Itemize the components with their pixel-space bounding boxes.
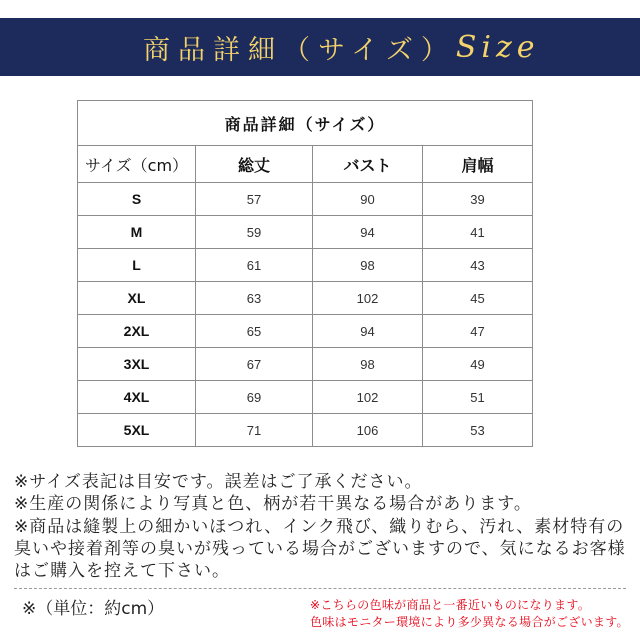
length-value: 63 <box>196 282 313 315</box>
note-line: はご購入を控えて下さい。 <box>14 561 230 582</box>
length-value: 65 <box>196 315 313 348</box>
table-row <box>78 282 533 315</box>
bust-value: 106 <box>313 414 423 447</box>
size-label: 5XL <box>78 414 196 447</box>
shoulder-value: 41 <box>423 216 533 249</box>
table-header-row <box>78 146 533 183</box>
length-value: 61 <box>196 249 313 282</box>
shoulder-value: 53 <box>423 414 533 447</box>
color-note-line: 色味はモニター環境により多少異なる場合がございます。 <box>310 615 629 629</box>
header-size: サイズ（cm） <box>78 146 196 183</box>
table-row <box>78 381 533 414</box>
length-value: 57 <box>196 183 313 216</box>
banner-title: 商品詳細（サイズ） <box>143 34 456 66</box>
banner-heading <box>143 18 540 76</box>
shoulder-value: 39 <box>423 183 533 216</box>
table-row <box>78 315 533 348</box>
size-label: 4XL <box>78 381 196 414</box>
bust-value: 94 <box>313 315 423 348</box>
color-note-line: ※こちらの色味が商品と一番近いものになります。 <box>310 598 590 612</box>
bust-value: 98 <box>313 348 423 381</box>
title-banner <box>0 18 640 76</box>
table-title: 商品詳細（サイズ） <box>78 101 533 146</box>
note-line: 臭いや接着剤等の臭いが残っている場合がございますので、気になるお客様 <box>14 538 626 559</box>
table-title-row <box>78 101 533 146</box>
size-label: 2XL <box>78 315 196 348</box>
notes-block <box>14 471 626 582</box>
shoulder-value: 45 <box>423 282 533 315</box>
size-label: S <box>78 183 196 216</box>
table-row <box>78 414 533 447</box>
note-line: ※サイズ表記は目安です。誤差はご了承ください。 <box>14 472 423 492</box>
size-table <box>77 100 533 447</box>
bust-value: 90 <box>313 183 423 216</box>
length-value: 59 <box>196 216 313 249</box>
bust-value: 102 <box>313 381 423 414</box>
table-row <box>78 183 533 216</box>
bust-value: 98 <box>313 249 423 282</box>
size-label: 3XL <box>78 348 196 381</box>
length-value: 67 <box>196 348 313 381</box>
note-line: ※生産の関係により写真と色、柄が若干異なる場合があります。 <box>14 494 532 515</box>
unit-note: ※（単位：約cm） <box>22 599 165 619</box>
shoulder-value: 49 <box>423 348 533 381</box>
length-value: 69 <box>196 381 313 414</box>
header-bust: バスト <box>313 146 423 183</box>
shoulder-value: 51 <box>423 381 533 414</box>
table-row <box>78 348 533 381</box>
table-row <box>78 216 533 249</box>
banner-script-title: Size <box>455 29 540 65</box>
size-label: L <box>78 249 196 282</box>
header-shoulder: 肩幅 <box>423 146 533 183</box>
dashed-divider <box>14 588 626 589</box>
header-length: 総丈 <box>196 146 313 183</box>
color-disclaimer <box>310 597 629 631</box>
length-value: 71 <box>196 414 313 447</box>
table-row <box>78 249 533 282</box>
size-label: M <box>78 216 196 249</box>
bust-value: 102 <box>313 282 423 315</box>
shoulder-value: 43 <box>423 249 533 282</box>
shoulder-value: 47 <box>423 315 533 348</box>
bust-value: 94 <box>313 216 423 249</box>
note-line: ※商品は縫製上の細かいほつれ、インク飛び、織りむら、汚れ、素材特有の <box>14 516 625 537</box>
size-label: XL <box>78 282 196 315</box>
